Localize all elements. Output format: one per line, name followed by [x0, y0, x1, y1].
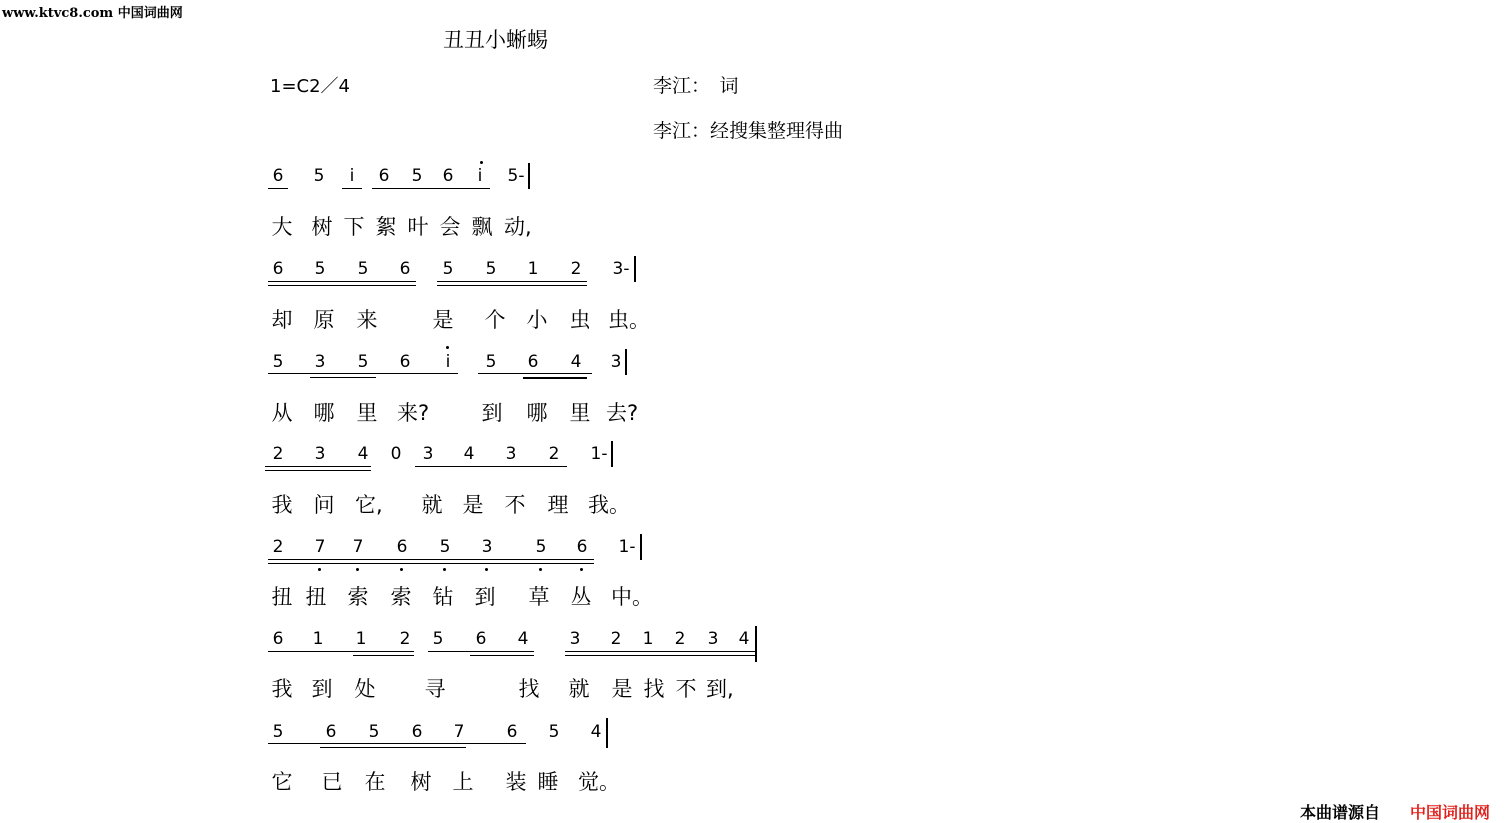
beam-line — [268, 281, 416, 282]
lyric: 不 — [504, 493, 526, 517]
low-octave-dot — [443, 568, 446, 571]
lyric: 原 — [313, 308, 335, 332]
note: 5 — [548, 722, 560, 742]
lyric: 我。 — [588, 493, 630, 517]
beam-line — [353, 655, 414, 656]
lyric: 到 — [474, 585, 496, 609]
lyric: 理 — [547, 493, 569, 517]
note: 0 — [390, 444, 402, 464]
lyric: 钻 — [432, 585, 454, 609]
note: 4 — [570, 352, 582, 372]
note: 5 — [411, 166, 423, 186]
lyric: 到 — [481, 401, 503, 425]
beam-line — [268, 373, 458, 374]
high-octave-dot — [480, 161, 483, 164]
footer-source-label: 本曲谱源自 — [1300, 803, 1381, 822]
lyric: 到 — [311, 677, 333, 701]
lyric: 不 — [675, 677, 697, 701]
low-octave-dot — [485, 568, 488, 571]
note: 4 — [357, 444, 369, 464]
footer-site-link[interactable]: 中国词曲网 — [1410, 803, 1491, 822]
note: 6 — [378, 166, 390, 186]
lyric: 扭 — [271, 585, 293, 609]
note: 6 — [325, 722, 337, 742]
bar-line — [625, 349, 627, 375]
note: 6 — [399, 259, 411, 279]
note: 3 — [707, 629, 719, 649]
note: 6 — [527, 352, 539, 372]
note: 2 — [399, 629, 411, 649]
lyric: 哪 — [313, 401, 335, 425]
lyric: 到, — [706, 677, 734, 701]
note: 5 — [357, 259, 369, 279]
lyric: 觉。 — [578, 770, 620, 794]
note: 2 — [610, 629, 622, 649]
lyric: 树 — [410, 770, 432, 794]
beam-line — [565, 651, 755, 652]
note: 2 — [674, 629, 686, 649]
lyric: 哪 — [526, 401, 548, 425]
key-signature: 1=C2／4 — [270, 76, 351, 97]
note: 5 — [535, 537, 547, 557]
beam-line — [565, 655, 755, 656]
high-octave-dot — [446, 346, 449, 349]
low-octave-dot — [580, 568, 583, 571]
beam-line — [310, 377, 376, 378]
bar-line — [634, 256, 636, 282]
note: 2 — [272, 537, 284, 557]
site-watermark: www.ktvc8.com 中国词曲网 — [2, 6, 183, 21]
lyric: 去? — [606, 401, 639, 425]
lyric: 絮 — [375, 215, 397, 239]
lyric: 是 — [462, 493, 484, 517]
lyric: 丛 — [570, 585, 592, 609]
bar-line — [755, 626, 757, 662]
lyric: 里 — [569, 401, 591, 425]
bar-line — [611, 441, 613, 467]
lyric: 却 — [271, 308, 293, 332]
note: 6 — [396, 537, 408, 557]
note: 1 — [355, 629, 367, 649]
beam-line — [428, 651, 534, 652]
lyric: 索 — [390, 585, 412, 609]
lyric: 就 — [568, 677, 590, 701]
beam-line — [268, 285, 416, 286]
beam-line — [265, 466, 371, 467]
lyric: 会 — [439, 215, 461, 239]
lyricist-credit: 李江： 词 — [653, 75, 739, 97]
lyric: 是 — [611, 677, 633, 701]
note: 2 — [570, 259, 582, 279]
lyric: 飘 — [471, 215, 493, 239]
note: 5 — [314, 259, 326, 279]
note: 3 — [314, 444, 326, 464]
note: 2 — [272, 444, 284, 464]
lyric: 我 — [271, 677, 293, 701]
note: 5 — [272, 352, 284, 372]
note: 7 — [352, 537, 364, 557]
composer-credit: 李江：经搜集整理得曲 — [653, 120, 844, 142]
bar-line — [640, 534, 642, 560]
note: 6 — [475, 629, 487, 649]
beam-line — [268, 188, 288, 189]
note: 6 — [399, 352, 411, 372]
note: 3 — [422, 444, 434, 464]
lyric: 问 — [313, 493, 335, 517]
beam-line — [415, 466, 567, 467]
lyric: 虫。 — [608, 308, 650, 332]
lyric: 来? — [397, 401, 430, 425]
lyric: 索 — [347, 585, 369, 609]
note: 6 — [272, 259, 284, 279]
lyric: 睡 — [537, 770, 559, 794]
lyric: 里 — [356, 401, 378, 425]
lyric: 已 — [321, 770, 343, 794]
song-title: 丑丑小蜥蜴 — [443, 28, 548, 52]
lyric: 中。 — [611, 585, 653, 609]
note: 6 — [411, 722, 423, 742]
lyric: 装 — [505, 770, 527, 794]
lyric: 找 — [518, 677, 540, 701]
beam-line — [268, 743, 526, 744]
low-octave-dot — [318, 568, 321, 571]
beam-line — [268, 563, 594, 564]
beam-line — [478, 373, 592, 374]
beam-line — [342, 188, 362, 189]
note: 5 — [485, 259, 497, 279]
note: 1 — [312, 629, 324, 649]
beam-line — [523, 377, 587, 379]
lyric: 处 — [354, 677, 376, 701]
note: 6 — [272, 166, 284, 186]
lyric: 从 — [271, 401, 293, 425]
note: 1- — [618, 537, 636, 557]
bar-line — [528, 163, 530, 189]
note: i — [445, 352, 451, 372]
lyric: 我 — [271, 493, 293, 517]
note: 6 — [272, 629, 284, 649]
lyric: 小 — [526, 308, 548, 332]
note: 3 — [314, 352, 326, 372]
note: 5 — [313, 166, 325, 186]
lyric: 动, — [504, 215, 532, 239]
note: 7 — [453, 722, 465, 742]
note: 1- — [590, 444, 608, 464]
lyric: 在 — [364, 770, 386, 794]
lyric: 寻 — [424, 677, 446, 701]
note: 6 — [576, 537, 588, 557]
note: i — [349, 166, 355, 186]
note: 5- — [507, 166, 525, 186]
lyric: 草 — [528, 585, 550, 609]
low-octave-dot — [539, 568, 542, 571]
note: 3- — [612, 259, 630, 279]
note: 6 — [506, 722, 518, 742]
note: 5 — [485, 352, 497, 372]
note: 3 — [481, 537, 493, 557]
note: 5 — [357, 352, 369, 372]
beam-line — [265, 470, 371, 471]
low-octave-dot — [356, 568, 359, 571]
bar-line — [606, 718, 608, 748]
lyric: 来 — [356, 308, 378, 332]
lyric: 它, — [355, 493, 383, 517]
lyric: 它 — [271, 770, 293, 794]
lyric: 上 — [452, 770, 474, 794]
note: i — [477, 166, 483, 186]
note: 1 — [527, 259, 539, 279]
lyric: 叶 — [407, 215, 429, 239]
beam-line — [268, 651, 414, 652]
lyric: 个 — [484, 308, 506, 332]
lyric: 是 — [432, 308, 454, 332]
beam-line — [437, 285, 587, 286]
note: 3 — [569, 629, 581, 649]
beam-line — [372, 188, 490, 189]
beam-line — [268, 559, 594, 560]
low-octave-dot — [400, 568, 403, 571]
lyric: 就 — [421, 493, 443, 517]
lyric: 树 — [311, 215, 333, 239]
note: 4 — [590, 722, 602, 742]
beam-line — [320, 747, 466, 748]
note: 1 — [642, 629, 654, 649]
note: 4 — [738, 629, 750, 649]
lyric: 扭 — [305, 585, 327, 609]
beam-line — [470, 655, 534, 656]
beam-line — [437, 281, 587, 282]
note: 2 — [548, 444, 560, 464]
note: 3 — [610, 352, 622, 372]
note: 7 — [314, 537, 326, 557]
lyric: 虫 — [569, 308, 591, 332]
note: 5 — [368, 722, 380, 742]
lyric: 大 — [271, 215, 293, 239]
lyric: 下 — [343, 215, 365, 239]
note: 4 — [517, 629, 529, 649]
note: 5 — [272, 722, 284, 742]
note: 4 — [463, 444, 475, 464]
note: 5 — [432, 629, 444, 649]
note: 5 — [442, 259, 454, 279]
note: 6 — [442, 166, 454, 186]
note: 3 — [505, 444, 517, 464]
lyric: 找 — [643, 677, 665, 701]
note: 5 — [439, 537, 451, 557]
